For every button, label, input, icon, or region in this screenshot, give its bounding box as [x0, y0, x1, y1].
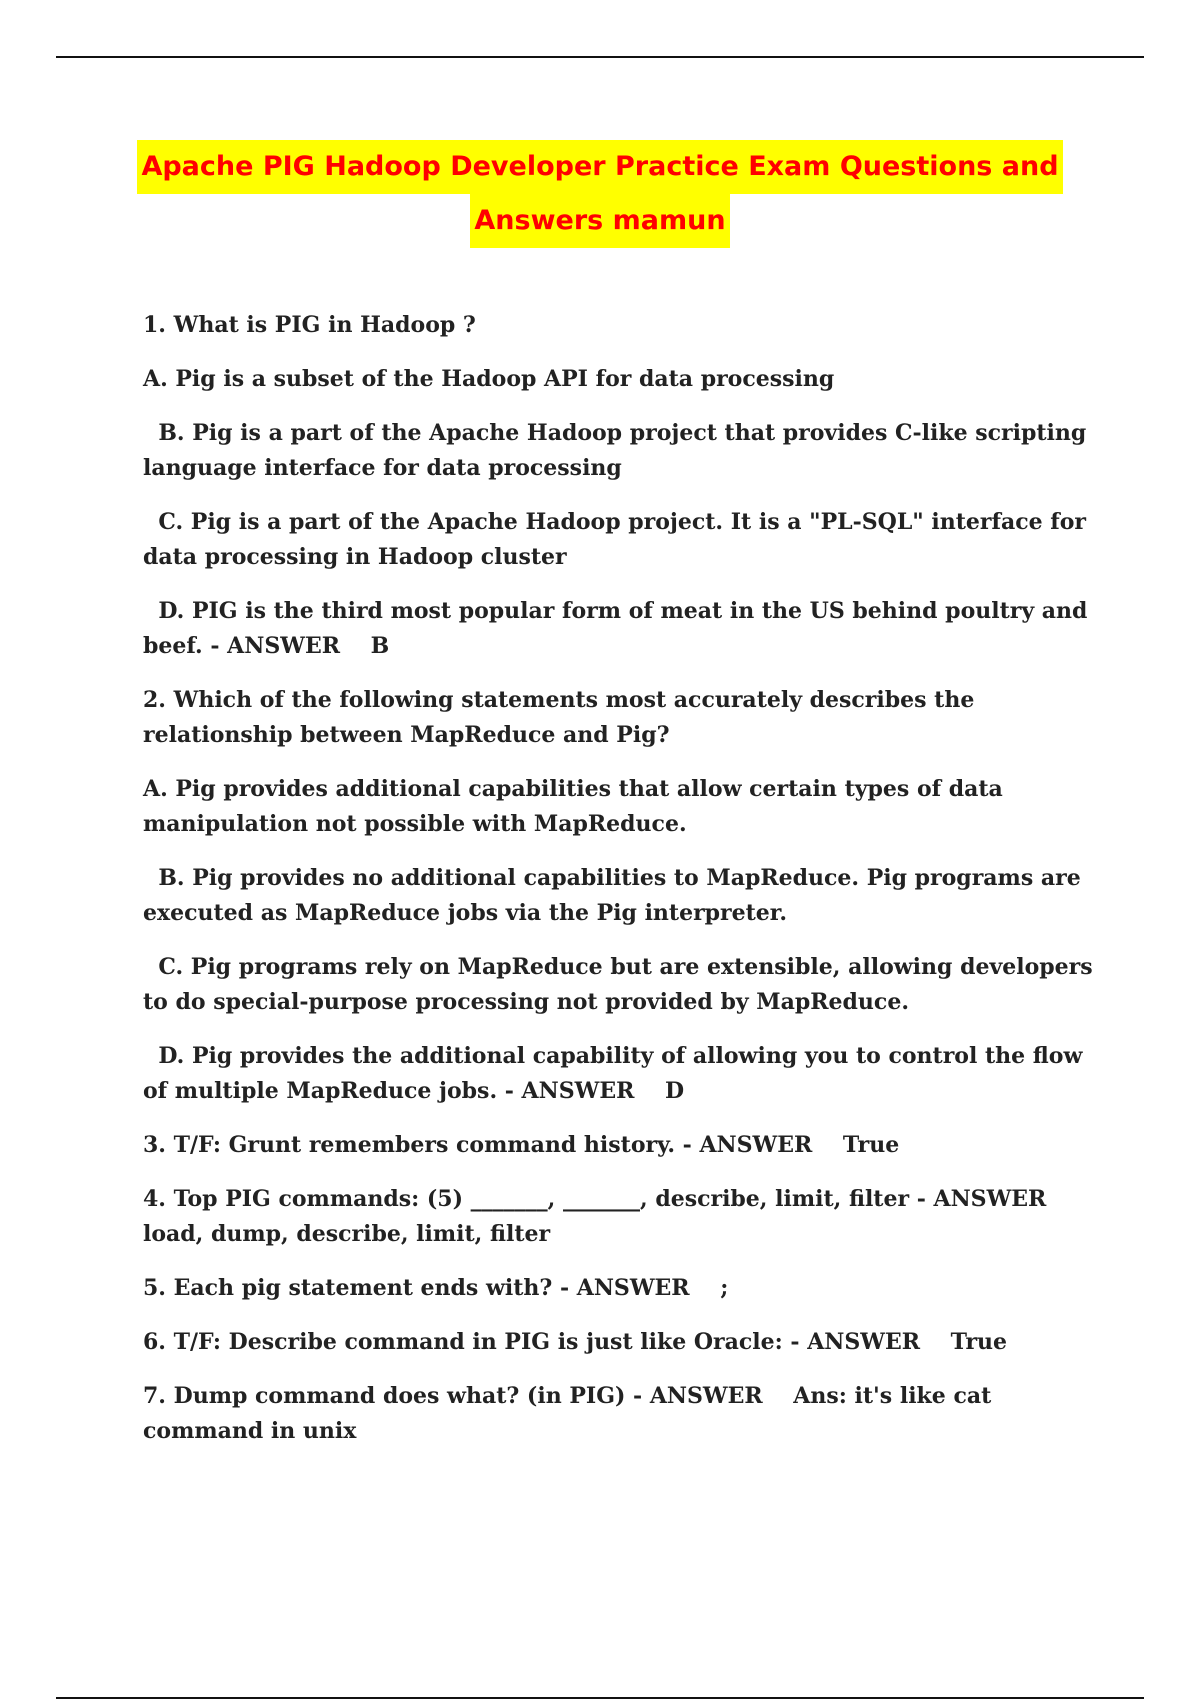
question-1-option-a: A. Pig is a subset of the Hadoop API for data processing [143, 366, 835, 392]
question-3: 3. T/F: Grunt remembers command history. - ANSWER True [143, 1132, 900, 1158]
top-rule [56, 56, 1144, 58]
question-2-option-b: B. Pig provides no additional capabilities to MapReduce. Pig programs are executed as MapReduce jobs via the Pig interpreter. [143, 865, 1089, 926]
question-5: 5. Each pig statement ends with? - ANSWER ; [143, 1275, 729, 1301]
document-title [0, 140, 1200, 248]
question-1: 1. What is PIG in Hadoop ? [143, 312, 476, 338]
title-line-2: Answers mamun [470, 194, 729, 248]
question-2-option-c: C. Pig programs rely on MapReduce but are extensible, allowing developers to do special-purpose processing not provided by MapReduce. [143, 954, 1101, 1015]
title-line-1: Apache PIG Hadoop Developer Practice Exam Questions and [137, 140, 1062, 194]
question-2-option-a: A. Pig provides additional capabilities that allow certain types of data manipulation not possible with MapReduce. [143, 776, 1011, 837]
question-2: 2. Which of the following statements most accurately describes the relationship between MapReduce and Pig? [143, 687, 983, 748]
question-1-option-c: C. Pig is a part of the Apache Hadoop project. It is a "PL-SQL" interface for data processing in Hadoop cluster [143, 509, 1094, 570]
question-1-option-d: D. PIG is the third most popular form of meat in the US behind poultry and beef. - ANSWER B [143, 598, 1096, 659]
question-4: 4. Top PIG commands: (5) _______, _______, describe, limit, filter - ANSWER load, dump, describe, limit, filter [143, 1186, 1077, 1247]
document-body [143, 308, 1101, 1468]
question-7: 7. Dump command does what? (in PIG) - ANSWER Ans: it's like cat command in unix [143, 1383, 999, 1444]
question-6: 6. T/F: Describe command in PIG is just like Oracle: - ANSWER True [143, 1329, 1008, 1355]
bottom-rule [56, 1697, 1144, 1699]
question-1-option-b: B. Pig is a part of the Apache Hadoop project that provides C-like scripting language interface for data processing [143, 420, 1094, 481]
question-2-option-d: D. Pig provides the additional capability of allowing you to control the flow of multiple MapReduce jobs. - ANSWER D [143, 1043, 1091, 1104]
